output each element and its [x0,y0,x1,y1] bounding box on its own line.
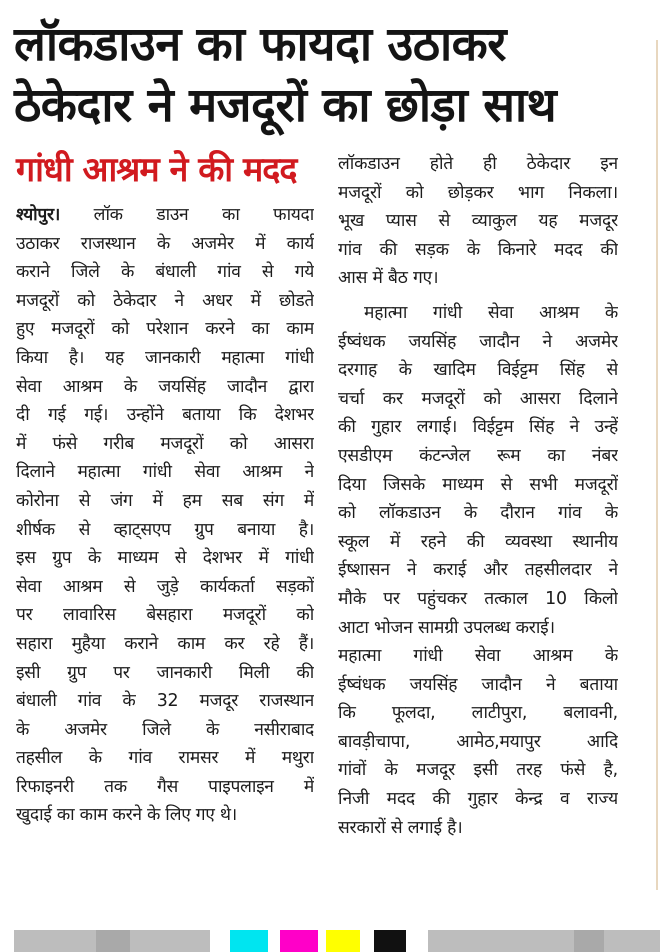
gray-swatch [428,930,660,952]
article-line: आटा भोजन सामग्री उपलब्ध कराई। [338,617,555,638]
article-right-column [338,150,618,842]
article-line: हुए मजदूरों को परेशान करने का काम [16,319,314,340]
article-line [16,201,314,230]
dark-gray-swatch [96,930,130,952]
article-line: दरगाह के खादिम विईट्टम सिंह से [338,360,618,381]
cyan-swatch [230,930,268,952]
subheadline: गांधी आश्रम ने की मदद [16,150,297,190]
article-line: दी गई गई। उन्होंने बताया कि देशभर [16,405,314,426]
article-line: कोरोना से जंग में हम सब संग में [16,490,314,511]
article-line: किया है। यह जानकारी महात्मा गांधी [16,347,314,368]
headline [14,14,644,136]
article-line: इसी ग्रुप पर जानकारी मिली की [16,662,314,683]
article-line: शीर्षक से व्हाट्सएप ग्रुप बनाया है। [16,519,314,540]
magenta-swatch [280,930,318,952]
article-line: मजदूरों को छोड़कर भाग निकला। [338,182,618,203]
article-line: ईष्शासन ने कराई और तहसीलदार ने [338,560,618,581]
article-line: सेवा आश्रम से जुड़े कार्यकर्ता सड़कों [16,576,314,597]
article-line: महात्मा गांधी सेवा आश्रम के [338,646,618,667]
article-line: सरकारों से लगाई है। [338,817,463,838]
article-line: दिया जिसके माध्यम से सभी मजदूरों [338,474,618,495]
article-line: एसडीएम कंटन्जेल रूम का नंबर [338,445,618,466]
article-line: पर लावारिस बेसहारा मजदूरों को [16,605,314,626]
print-color-bar [0,930,660,952]
article-line: निजी मदद की गुहार केन्द्र व राज्य [338,789,618,810]
article-line: गांव की सड़क के किनारे मदद की [338,239,618,260]
article-line-text: लॉक डाउन का फायदा [60,205,314,225]
dateline: श्योपुर। [16,205,61,225]
article-line: के अजमेर जिले के नसीराबाद [16,719,314,740]
article-line: आस में बैठ गए। [338,268,439,289]
article-line: स्कूल में रहने की व्यवस्था स्थानीय [338,531,618,552]
article-line: ईष्वंधक जयसिंह जादौन ने अजमेर [338,331,618,352]
article-line: तहसील के गांव रामसर में मथुरा [16,748,314,769]
headline-line-2: ठेकेदार ने मजदूरों का छोड़ा साथ [14,78,557,133]
article-line: चर्चा कर मजदूरों को आसरा दिलाने [338,388,618,409]
dark-gray-swatch [574,930,604,952]
headline-line-1: लॉकडाउन का फायदा उठाकर [14,17,507,72]
article-line: भूख प्यास से व्याकुल यह मजदूर [338,211,618,232]
article-line: सहारा मुहैया कराने काम कर रहे हैं। [16,633,314,654]
article-line: दिलाने महात्मा गांधी सेवा आश्रम ने [16,462,314,483]
article-line: मजदूरों को ठेकेदार ने अधर में छोडते [16,290,314,311]
article-line: बंधाली गांव के 32 मजदूर राजस्थान [16,691,314,712]
black-swatch [374,930,406,952]
article-line: की गुहार लगाई। विईट्टम सिंह ने उन्हें [338,417,618,438]
article-line: सेवा आश्रम के जयसिंह जादौन द्वारा [16,376,314,397]
column-rule [656,40,658,890]
article-line: इस ग्रुप के माध्यम से देशभर में गांधी [16,548,314,569]
article-left-column [16,201,314,830]
article-line: में फंसे गरीब मजदूरों को आसरा [16,433,314,454]
article-line: कि फूलदा, लाटीपुरा, बलावनी, [338,703,618,724]
article-line: महात्मा गांधी सेवा आश्रम के [364,302,618,323]
article-line: उठाकर राजस्थान के अजमेर में कार्य [16,233,314,254]
article-line: गांवों के मजदूर इसी तरह फंसे है, [338,760,618,781]
article-line: लॉकडाउन होते ही ठेकेदार इन [338,154,618,174]
article-line: ईष्वंधक जयसिंह जादौन ने बताया [338,674,618,695]
yellow-swatch [326,930,360,952]
article-line: खुदाई का काम करने के लिए गए थे। [16,805,237,826]
article-line: बावड़ीचापा, आमेठ,मयापुर आदि [338,731,618,752]
article-line: मौके पर पहुंचकर तत्काल 10 किलो [338,588,618,609]
article-line: कराने जिले के बंधाली गांव से गये [16,262,314,283]
article-line: रिफाइनरी तक गैस पाइपलाइन में [16,776,314,797]
article-line: को लॉकडाउन के दौरान गांव के [338,503,618,524]
